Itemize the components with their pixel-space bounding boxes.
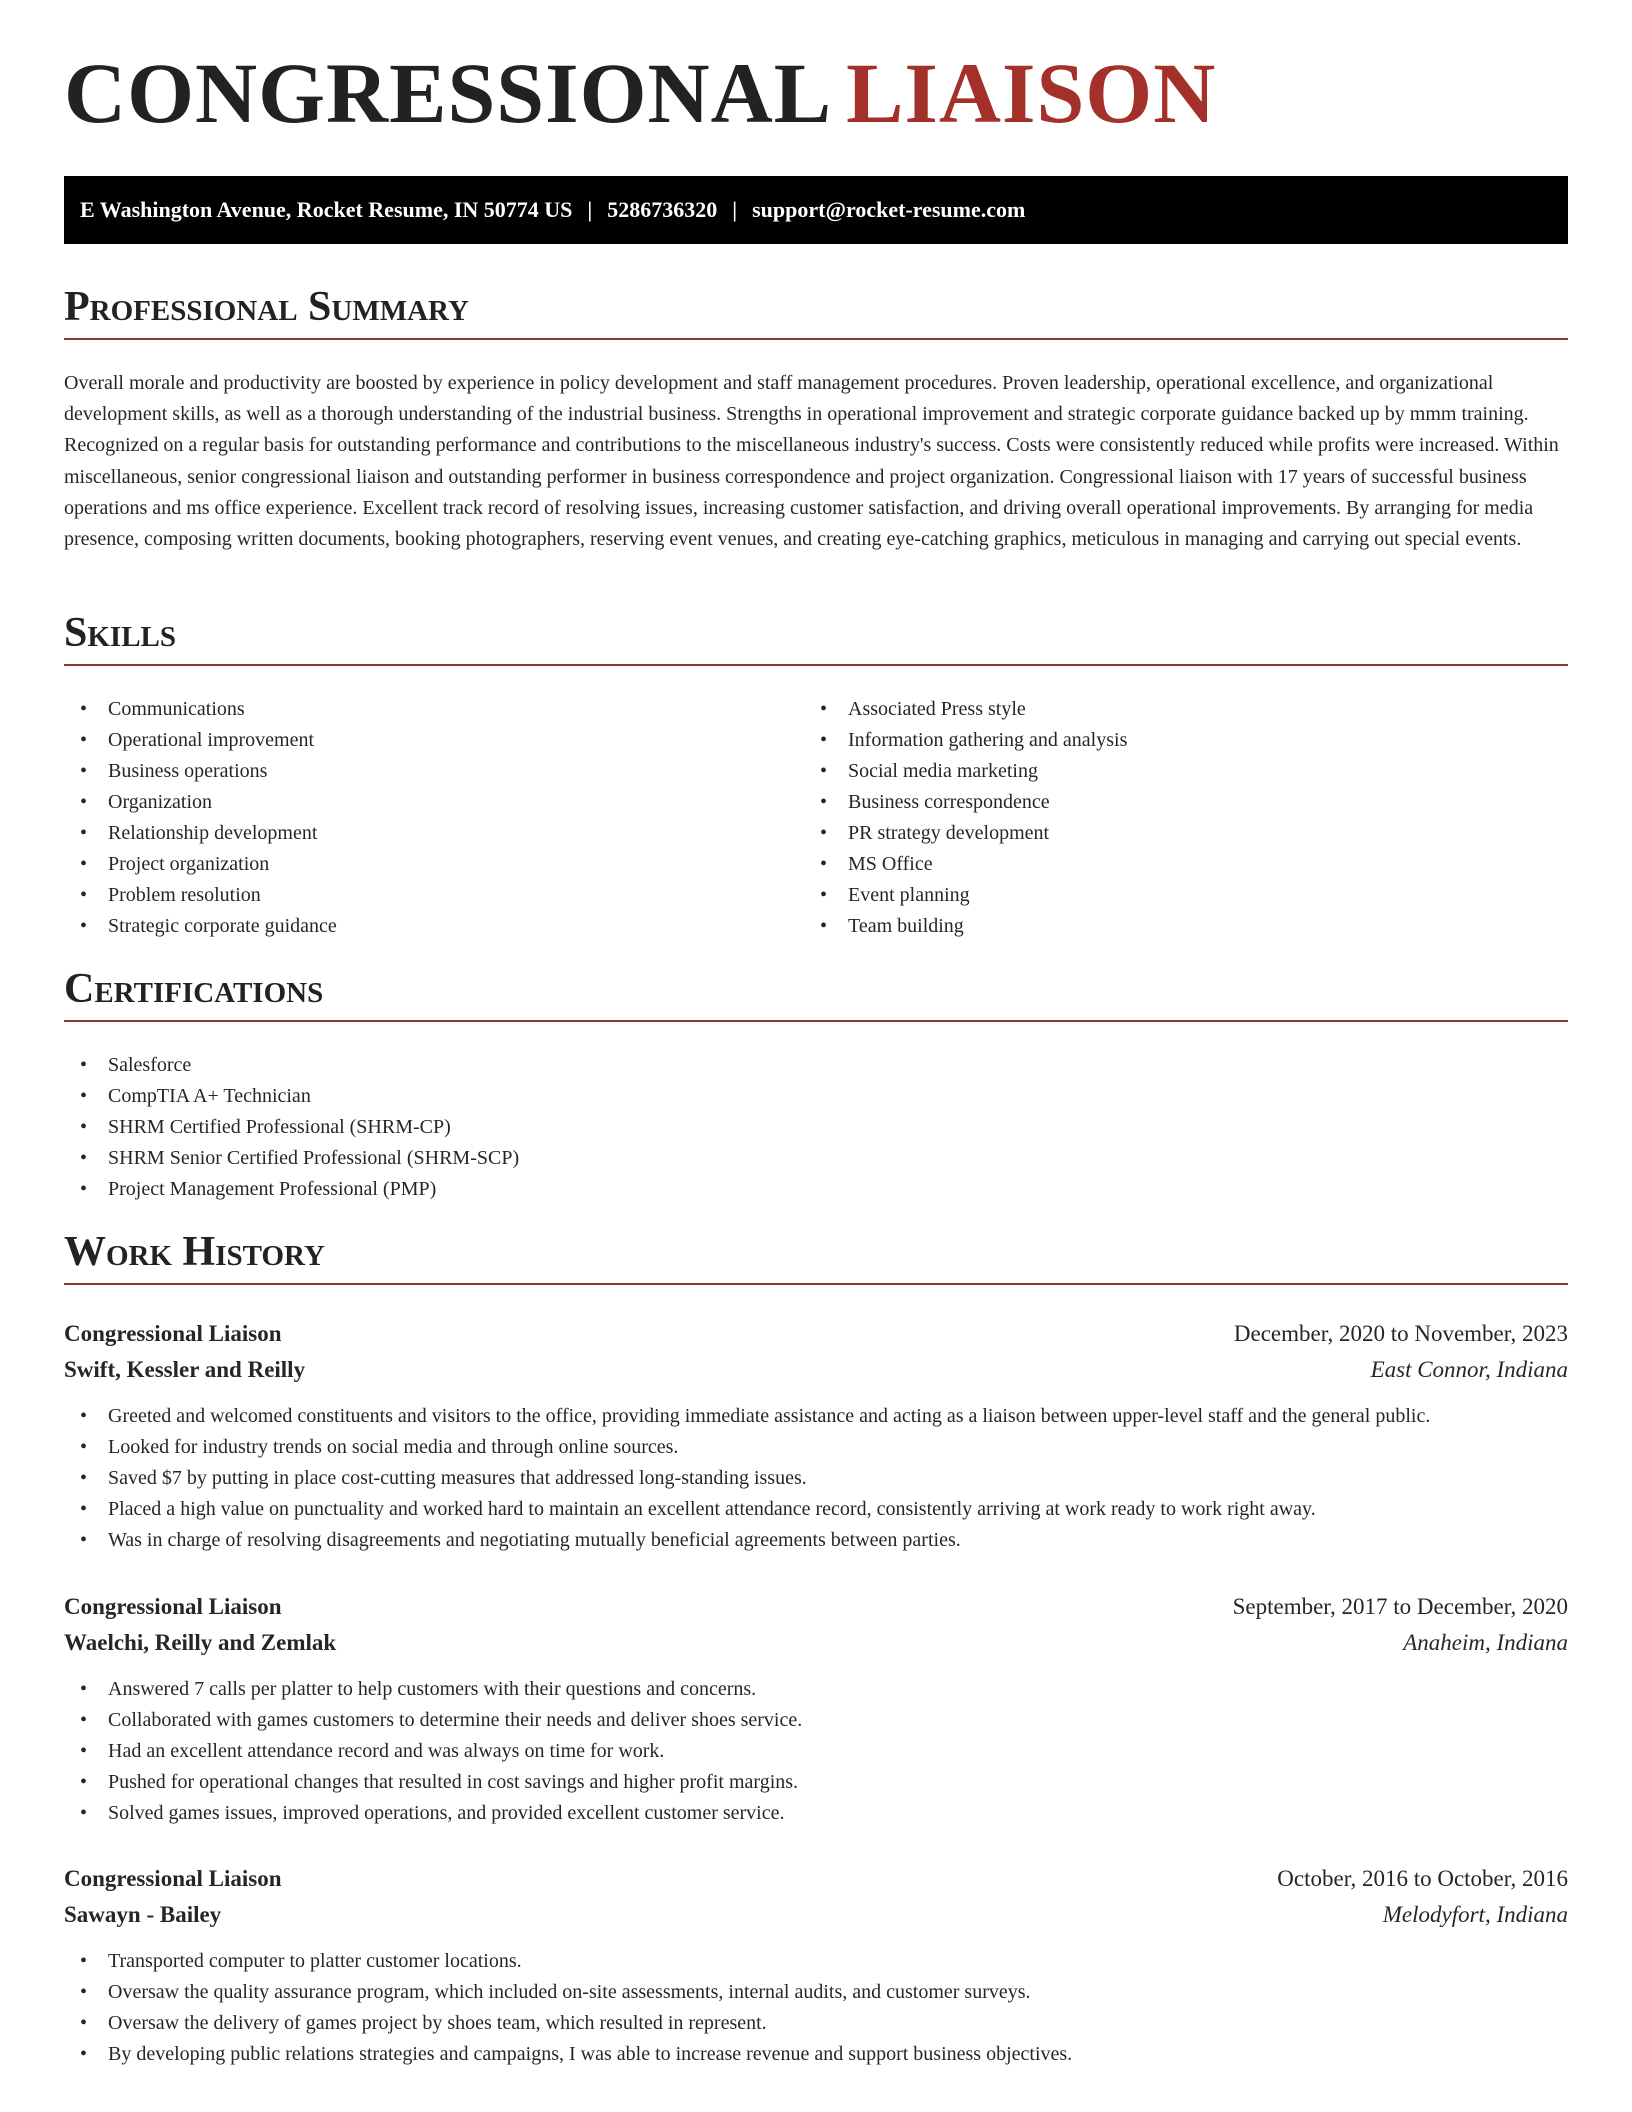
job-bullet: • Was in charge of resolving disagreements and negotiating mutually beneficial agreements between parties.	[64, 1525, 1430, 1556]
certification-item: • CompTIA A+ Technician	[64, 1081, 519, 1112]
skill-item: • Project organization	[64, 849, 804, 880]
skill-item: • Information gathering and analysis	[804, 725, 1544, 756]
skill-item: • Team building	[804, 911, 1544, 942]
job-bullet: • Oversaw the quality assurance program, which included on-site assessments, internal audits, and customer surveys.	[64, 1977, 1072, 2008]
job-bullets	[64, 1946, 1072, 2070]
certifications-heading: Certifications	[64, 956, 1568, 1022]
work-history-heading: Work History	[64, 1219, 1568, 1285]
contact-email[interactable]: support@rocket-resume.com	[752, 197, 1026, 222]
job-location: East Connor, Indiana	[1370, 1357, 1568, 1382]
skill-item: • Organization	[64, 787, 804, 818]
certifications-list	[64, 1050, 519, 1205]
contact-separator: |	[587, 197, 593, 222]
contact-bar	[64, 176, 1568, 244]
title-main: CONGRESSIONAL	[64, 45, 833, 141]
job-bullets	[64, 1401, 1430, 1556]
job-bullet: • Looked for industry trends on social media and through online sources.	[64, 1432, 1430, 1463]
skills-heading: Skills	[64, 600, 1568, 666]
skill-item: • Social media marketing	[804, 756, 1544, 787]
job-header	[64, 1589, 1568, 1625]
certification-item: • Project Management Professional (PMP)	[64, 1174, 519, 1205]
title-accent: LIAISON	[846, 45, 1217, 141]
job-bullet: • Saved $7 by putting in place cost-cutting measures that addressed long-standing issues.	[64, 1463, 1430, 1494]
contact-separator: |	[732, 197, 738, 222]
skill-item: • Strategic corporate guidance	[64, 911, 804, 942]
job-dates: October, 2016 to October, 2016	[1277, 1866, 1568, 1891]
job-bullet: • Oversaw the delivery of games project by shoes team, which resulted in represent.	[64, 2008, 1072, 2039]
skill-item: • PR strategy development	[804, 818, 1544, 849]
job-role: Congressional Liaison	[64, 1866, 282, 1891]
job-header	[64, 1861, 1568, 1897]
job-company: Sawayn - Bailey	[64, 1902, 222, 1927]
job-dates: September, 2017 to December, 2020	[1232, 1594, 1568, 1619]
contact-address: E Washington Avenue, Rocket Resume, IN 50774 US	[80, 197, 573, 222]
skills-list-left	[64, 694, 804, 942]
job-subheader	[64, 1625, 1568, 1661]
job-bullet: • Pushed for operational changes that resulted in cost savings and higher profit margins.	[64, 1767, 802, 1798]
job-bullet: • Greeted and welcomed constituents and visitors to the office, providing immediate assistance and acting as a liaison between upper-level staff and the general public.	[64, 1401, 1430, 1432]
skill-item: • Communications	[64, 694, 804, 725]
job-company: Waelchi, Reilly and Zemlak	[64, 1630, 337, 1655]
job-location: Melodyfort, Indiana	[1382, 1902, 1568, 1927]
job-bullets	[64, 1674, 802, 1829]
skill-item: • Operational improvement	[64, 725, 804, 756]
certification-item: • SHRM Certified Professional (SHRM-CP)	[64, 1112, 519, 1143]
job-bullet: • Solved games issues, improved operations, and provided excellent customer service.	[64, 1798, 802, 1829]
skill-item: • Associated Press style	[804, 694, 1544, 725]
job-bullet: • Transported computer to platter customer locations.	[64, 1946, 1072, 1977]
summary-heading: Professional Summary	[64, 274, 1568, 340]
job-bullet: • Collaborated with games customers to determine their needs and deliver shoes service.	[64, 1705, 802, 1736]
job-role: Congressional Liaison	[64, 1321, 282, 1346]
resume-title	[64, 45, 1217, 141]
skills-list-right	[804, 694, 1544, 942]
skill-item: • MS Office	[804, 849, 1544, 880]
job-bullet: • Answered 7 calls per platter to help customers with their questions and concerns.	[64, 1674, 802, 1705]
skill-item: • Relationship development	[64, 818, 804, 849]
job-bullet: • By developing public relations strategies and campaigns, I was able to increase revenue and support business objectives.	[64, 2039, 1072, 2070]
job-subheader	[64, 1352, 1568, 1388]
job-dates: December, 2020 to November, 2023	[1233, 1321, 1568, 1346]
job-bullet: • Placed a high value on punctuality and worked hard to maintain an excellent attendance record, consistently arriving at work ready to work right away.	[64, 1494, 1430, 1525]
skill-item: • Event planning	[804, 880, 1544, 911]
job-bullet: • Had an excellent attendance record and was always on time for work.	[64, 1736, 802, 1767]
skill-item: • Business operations	[64, 756, 804, 787]
job-company: Swift, Kessler and Reilly	[64, 1357, 306, 1382]
summary-text: Overall morale and productivity are boosted by experience in policy development and staff management procedures. Proven leadership, operational excellence, and organizational development skills, as well as a thorough understanding of the industrial business. Strengths in operational improvement and strategic corporate guidance backed up by mmm training. Recognized on a regular basis for outstanding performance and contributions to the miscellaneous industry's success. Costs were consistently reduced while profits were increased. Within miscellaneous, senior congressional liaison and outstanding performer in business correspondence and project organization. Congressional liaison with 17 years of successful business operations and ms office experience. Excellent track record of resolving issues, increasing customer satisfaction, and driving overall operational improvements. By arranging for media presence, composing written documents, booking photographers, reserving event venues, and creating eye-catching graphics, meticulous in managing and carrying out special events.	[64, 372, 1559, 551]
job-header	[64, 1316, 1568, 1352]
skill-item: • Problem resolution	[64, 880, 804, 911]
job-role: Congressional Liaison	[64, 1594, 282, 1619]
job-location: Anaheim, Indiana	[1403, 1630, 1568, 1655]
contact-phone: 5286736320	[607, 197, 718, 222]
certification-item: • SHRM Senior Certified Professional (SHRM-SCP)	[64, 1143, 519, 1174]
skill-item: • Business correspondence	[804, 787, 1544, 818]
job-subheader	[64, 1897, 1568, 1933]
certification-item: • Salesforce	[64, 1050, 519, 1081]
